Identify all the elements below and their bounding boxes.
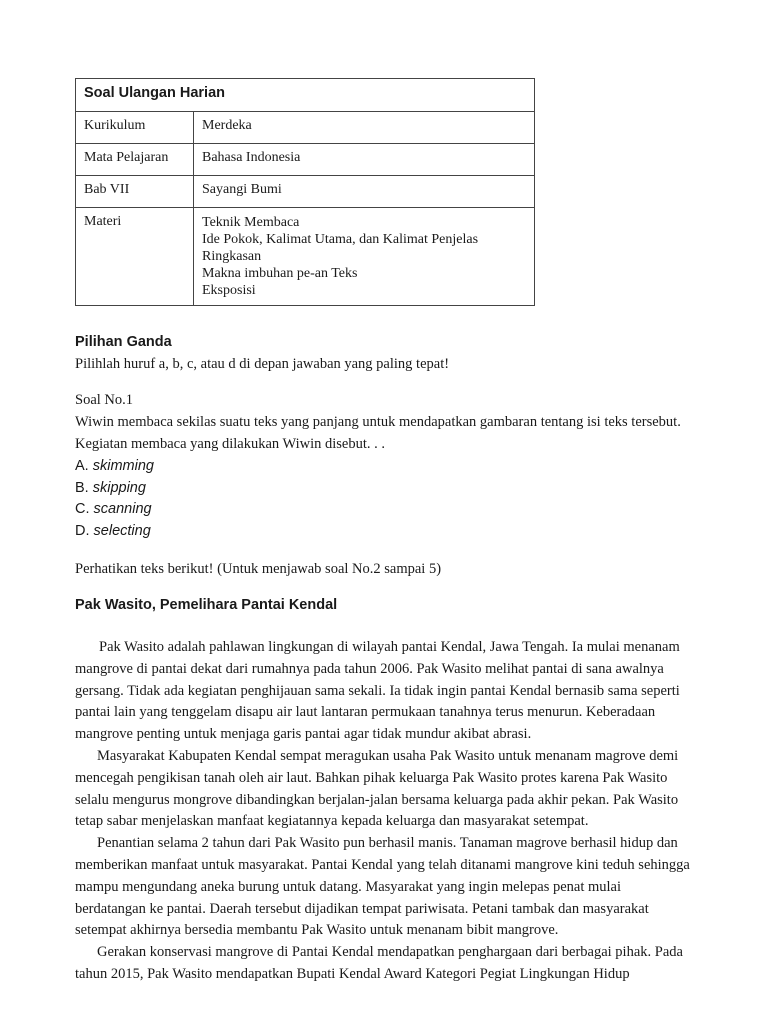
story-paragraph: Gerakan konservasi mangrove di Pantai Kendal mendapatkan penghargaan dari berbagai pihak. Pada tahun 2015, Pak Wasito mendapatkan Bupati Kendal Award Kategori Pegiat Lingkungan Hidup	[75, 944, 683, 982]
table-key: Mata Pelajaran	[76, 144, 194, 176]
materi-item: Ide Pokok, Kalimat Utama, dan Kalimat Penjelas	[202, 232, 479, 247]
option-c	[75, 501, 152, 517]
materi-item: Eksposisi	[202, 283, 256, 298]
info-table	[75, 78, 535, 306]
note-text: Perhatikan teks berikut! (Untuk menjawab soal No.2 sampai 5)	[75, 561, 442, 577]
table-value: Sayangi Bumi	[194, 176, 535, 208]
story-title: Pak Wasito, Pemelihara Pantai Kendal	[75, 597, 338, 613]
question-number: Soal No.1	[75, 392, 133, 408]
table-key: Kurikulum	[76, 112, 194, 144]
table-row-materi	[76, 208, 535, 306]
story-paragraph: Pak Wasito adalah pahlawan lingkungan di wilayah pantai Kendal, Jawa Tengah. Ia mulai menanam mangrove di pantai dekat dari rumahnya pada tahun 2006. Pak Wasito melihat pantai di sana awalnya gersang. Tidak ada kegiatan penghijauan sama sekali. Ia tidak ingin pantai Kendal bernasib sama seperti pantai lain yang tenggelam disapu air laut lantaran permukaan tanahnya terus menurun. Keberadaan mangrove penting untuk menjaga garis pantai agar tidak mundur akibat abrasi.	[75, 639, 680, 743]
materi-item: Makna imbuhan pe-an Teks	[202, 266, 358, 281]
option-letter: C.	[75, 501, 90, 517]
option-d	[75, 523, 151, 539]
option-letter: A.	[75, 458, 89, 474]
materi-item: Teknik Membaca	[202, 215, 300, 230]
instruction-text: Pilihlah huruf a, b, c, atau d di depan jawaban yang paling tepat!	[75, 356, 450, 372]
table-row	[76, 176, 535, 208]
table-row	[76, 112, 535, 144]
story-body	[75, 637, 690, 986]
option-text: skipping	[92, 480, 146, 496]
table-value: Bahasa Indonesia	[194, 144, 535, 176]
option-text: selecting	[93, 523, 151, 539]
table-row	[76, 144, 535, 176]
option-letter: D.	[75, 523, 90, 539]
option-text: skimming	[92, 458, 154, 474]
story-paragraph: Penantian selama 2 tahun dari Pak Wasito pun berhasil manis. Tanaman magrove berhasil hidup dan memberikan manfaat untuk masyarakat. Pantai Kendal yang telah ditanami mangrove kini teduh sehingga mampu mengundang aneka burung untuk datang. Masyarakat yang ingin melepas penat mulai berdatangan ke pantai. Daerah tersebut dijadikan tempat pariwisata. Petani tambak dan masyarakat setempat akhirnya bersedia membantu Pak Wasito untuk menanam bibit mangrove.	[75, 835, 690, 939]
materi-item: Ringkasan	[202, 249, 262, 264]
table-key: Materi	[76, 208, 194, 306]
table-value: Merdeka	[194, 112, 535, 144]
section-heading: Pilihan Ganda	[75, 334, 172, 350]
story-paragraph: Masyarakat Kabupaten Kendal sempat meragukan usaha Pak Wasito untuk menanam magrove demi mencegah pengikisan tanah oleh air laut. Bahkan pihak keluarga Pak Wasito protes karena Pak Wasito selalu mengurus mongrove dibandingkan berjalan-jalan bersama keluarga pada akhir pekan. Pak Wasito tetap sabar menjelaskan manfaat kegiatannya kepada keluarga dan masyarakat setempat.	[75, 747, 679, 830]
materi-list	[194, 208, 535, 306]
option-a	[75, 458, 154, 474]
table-key: Bab VII	[76, 176, 194, 208]
option-letter: B.	[75, 480, 89, 496]
table-title: Soal Ulangan Harian	[76, 79, 535, 112]
question-text: Wiwin membaca sekilas suatu teks yang panjang untuk mendapatkan gambaran tentang isi teks tersebut. Kegiatan membaca yang dilakukan Wiwin disebut. . .	[75, 414, 681, 452]
option-b	[75, 480, 146, 496]
option-text: scanning	[93, 501, 152, 517]
